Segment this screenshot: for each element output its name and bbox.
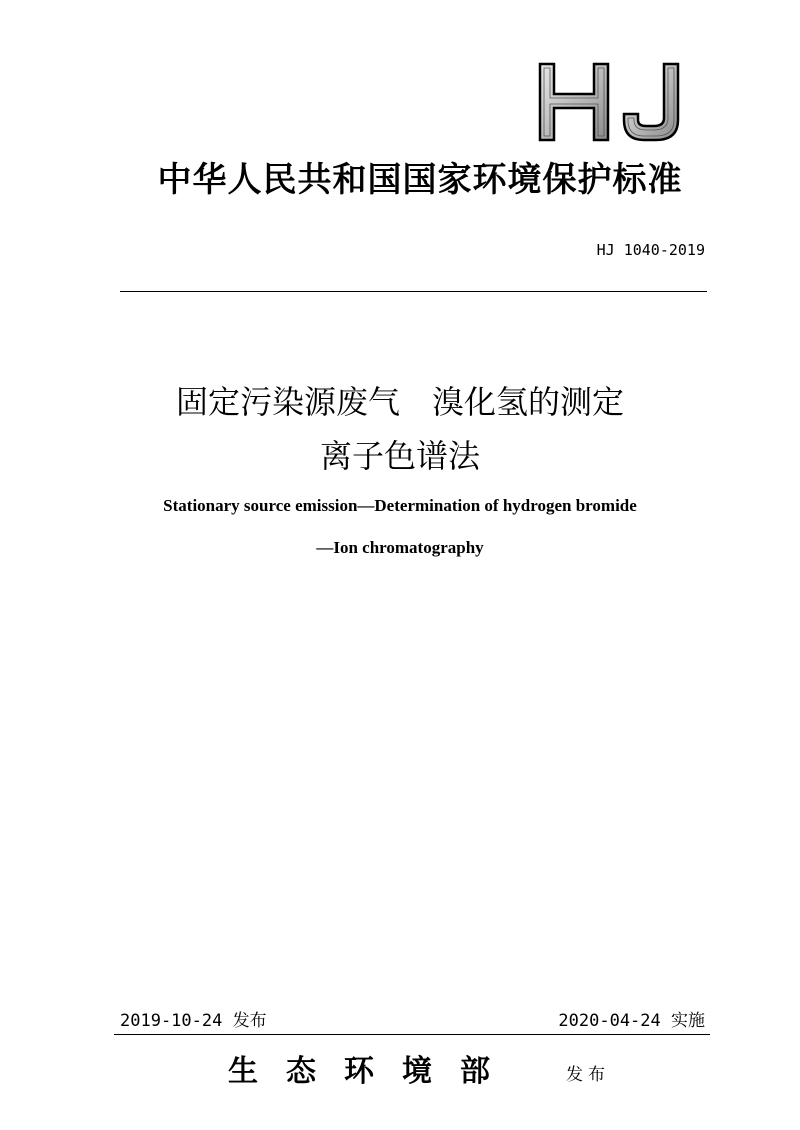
effective-date: 2020-04-24 实施 (558, 1011, 705, 1031)
divider-top (120, 291, 707, 292)
issuing-authority-heading: 中华人民共和国国家环境保护标准 (157, 160, 683, 200)
issuing-ministry: 生态环境部 (228, 1054, 518, 1089)
issuer-suffix: 发布 (566, 1065, 610, 1085)
title-english-line-2: —Ion chromatography (316, 538, 484, 557)
title-chinese-line-2: 离子色谱法 (319, 437, 480, 475)
divider-bottom (114, 1034, 710, 1035)
issue-date: 2019-10-24 发布 (120, 1011, 267, 1031)
title-english-line-1: Stationary source emission—Determination of hydrogen bromide (163, 496, 637, 515)
title-chinese-line-1: 固定污染源废气 溴化氢的测定 (175, 383, 624, 421)
hj-logo (538, 62, 688, 142)
standard-number: HJ 1040-2019 (596, 241, 705, 259)
